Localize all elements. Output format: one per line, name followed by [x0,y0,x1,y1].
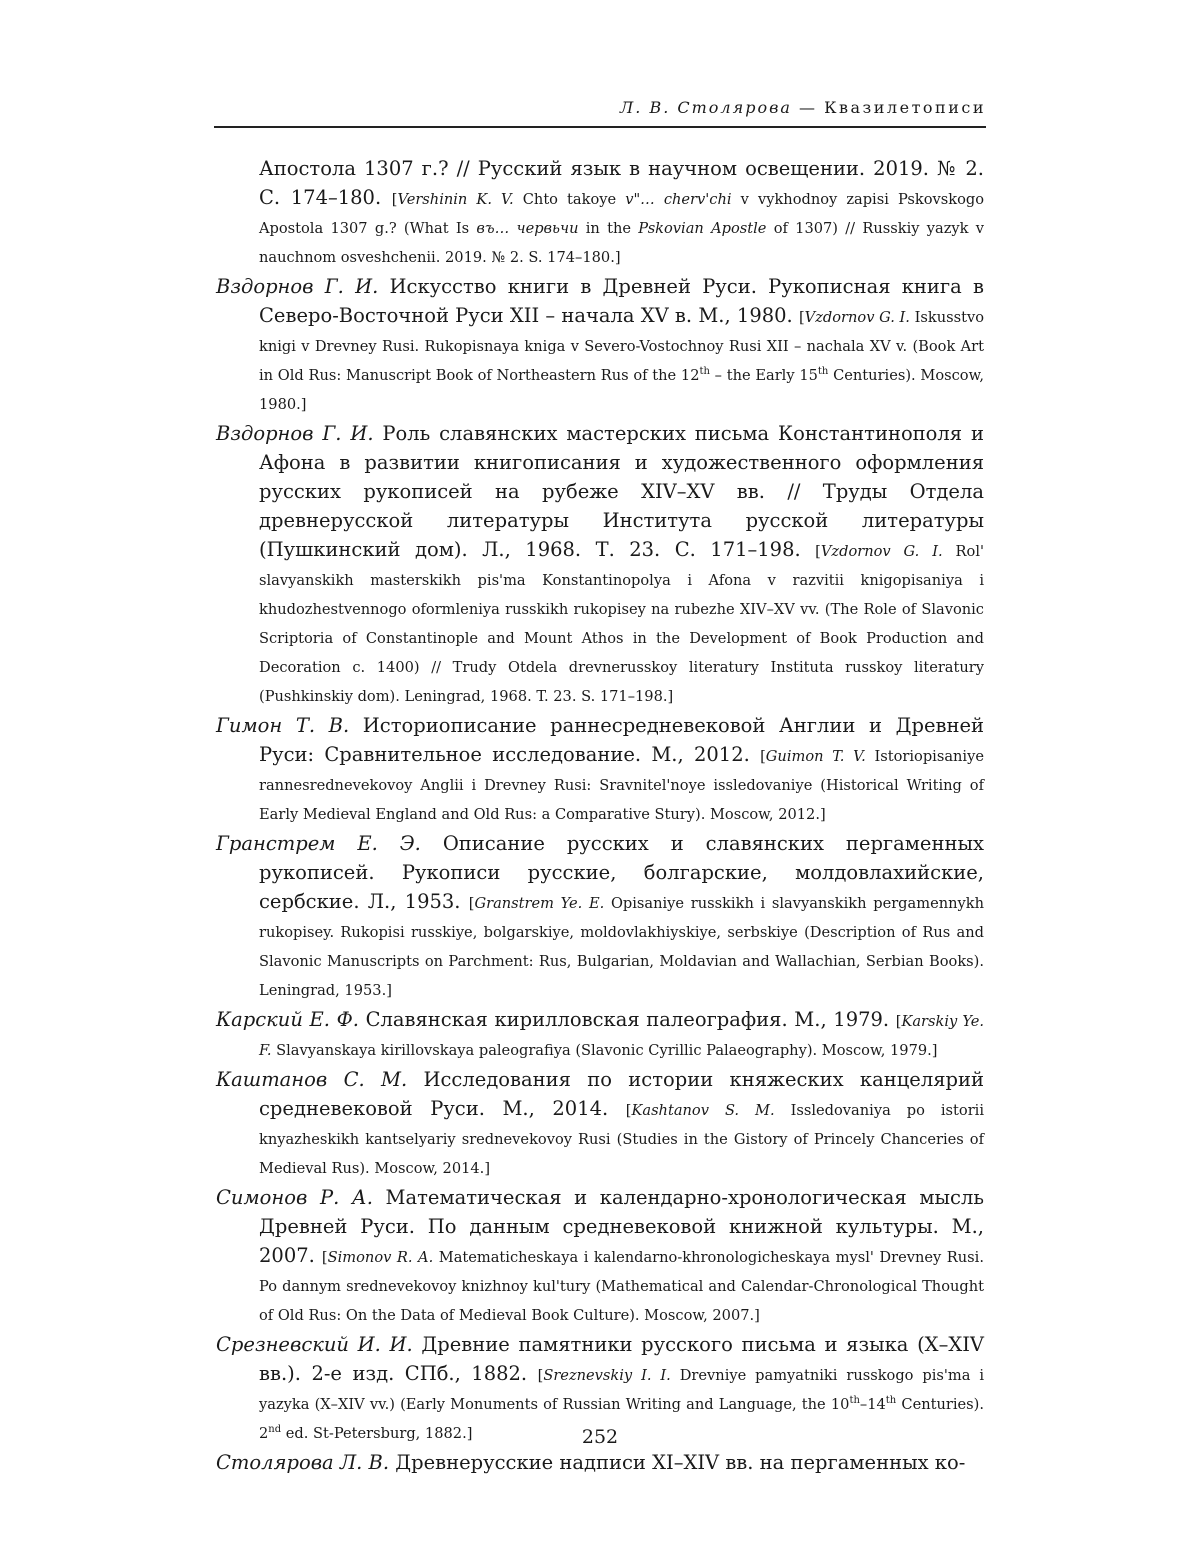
transliteration-text: [ [815,543,821,560]
transliteration-text: in the [578,220,639,237]
entry-author: Симонов Р. А. [216,1186,373,1209]
running-head-text [620,98,986,117]
transliteration-text: Centuries). Moscow, 1980.] [259,367,984,413]
running-head-author: Л. В. Столярова [619,98,792,117]
transliteration-text: [ [321,1249,328,1266]
entry-author: Гимон Т. В. [216,714,350,737]
entry-author: Каштанов С. М. [216,1068,408,1091]
entry-title: Роль славянских мастерских письма Константинополя и Афона в развитии книгописания и художественного оформления русских рукописей на рубеже XIV–XV вв. // Труды Отдела древнерусской литературы Института русской литературы (Пушкинский дом). Л., 1968. Т. 23. С. 171–198. [259,422,984,561]
page-number: 252 [581,1426,619,1448]
bibliography-entry [216,1005,984,1063]
transliteration-text: [ [537,1367,544,1384]
bibliography-entry [216,1065,984,1181]
entry-author: Вздорнов Г. И. [216,422,374,445]
entry-title: Искусство книги в Древней Руси. Рукописная книга в Северо-Восточной Руси XII – начала XV в. М., 1980. [259,275,984,327]
transliteration-text: v vykhodnoy zapisi Pskovskogo Apostola 1307 g.? (What Is [259,191,985,237]
entry-author: Срезневский И. И. [216,1333,413,1356]
transliteration-text: –14 [859,1396,886,1413]
transliteration-italic: Kashtanov S. M. [631,1102,775,1119]
entry-author: Гранстрем Е. Э. [216,832,421,855]
entry-title: Математическая и календарно-хронологическая мысль Древней Руси. По данным средневековой книжной культуры. М., 2007. [259,1186,984,1267]
transliteration-text: Opisaniye russkikh i slavyanskikh pergamennykh rukopisey. Rukopisi russkiye, bolgarskiye, moldovlakhiyskiye, serbskiye (Description of Rus and Slavonic Manuscripts on Parchment: Rus, Bulgarian, Moldavian and Wallachian, Serbian Books). Leningrad, 1953.] [259,895,984,999]
entry-title: Описание русских и славянских пергаменных рукописей. Рукописи русские, болгарские, молдовлахийские, сербские. Л., 1953. [259,832,984,913]
entry-title: Славянская кирилловская палеография. М., 1979. [358,1008,896,1031]
entry-title: Апостола 1307 г.? // Русский язык в научном освещении. 2019. № 2. С. 174–180. [259,157,984,209]
entry-title: Историописание раннесредневековой Англии и Древней Руси: Сравнительное исследование. М., 2012. [259,714,984,766]
transliteration-italic: Granstrem Ye. E. [474,895,605,912]
ordinal-suffix: th [699,366,710,378]
bibliography-entry [216,419,984,709]
transliteration-italic: Vzdornov G. I. [804,309,910,326]
bibliography-entry [216,154,984,270]
transliteration-text: [ [760,748,766,765]
transliteration-italic: Karskiy Ye. F. [259,1013,984,1059]
transliteration-italic: v"… cherv'chi [625,191,732,208]
entry-title: Древнерусские надписи XI–XIV вв. на пергаменных ко- [389,1451,966,1474]
transliteration-text: ed. St-Petersburg, 1882.] [281,1425,473,1442]
running-head-title: Квазилетописи [824,98,986,117]
transliteration-italic: Vershinin K. V. [397,191,514,208]
transliteration-text: Issledovaniya po istorii knyazheskikh kantselyariy srednevekovoy Rusi (Studies in the Gistory of Princely Chanceries of Medieval Rus). Moscow, 2014.] [259,1102,984,1177]
transliteration-italic: Vzdornov G. I. [820,543,943,560]
transliteration-text: [ [625,1102,632,1119]
transliteration-text: Drevniye pamyatniki russkogo pis'ma i yazyka (X–XIV vv.) (Early Monuments of Russian Writing and Language, the 10 [259,1367,985,1413]
transliteration-text: Chto takoye [513,191,626,208]
transliteration-text: [ [468,895,475,912]
entry-author: Вздорнов Г. И. [216,275,379,298]
transliteration-text: Rol' slavyanskikh masterskikh pis'ma Konstantinopolya i Afona v razvitii knigopisaniya i khudozhestvennogo oformleniya russkikh rukopisey na rubezhe XIV–XV vv. (The Role of Slavonic Scriptoria of Constantinople and Mount Athos in the Development of Book Production and Decoration c. 1400) // Trudy Otdela drevnerusskoy literatury Instituta russkoy literatury (Pushkinskiy dom). Leningrad, 1968. T. 23. S. 171–198.] [259,543,985,705]
transliteration-text: Iskusstvo knigi v Drevney Rusi. Rukopisnaya kniga v Severo-Vostochnoy Rusi XII – nachala XV v. (Book Art in Old Rus: Manuscript Book of Northeastern Rus of the 12 [259,309,984,384]
transliteration-italic: Pskovian Apostle [638,220,767,237]
entry-title: Древние памятники русского письма и языка (X–XIV вв.). 2-е изд. СПб., 1882. [259,1333,984,1385]
transliteration-text: [ [895,1013,902,1030]
ordinal-suffix: th [817,366,829,378]
running-head-dash: — [791,98,825,117]
transliteration-italic: въ… червьчи [476,220,579,237]
bibliography-entry [216,829,984,1003]
transliteration-italic: Sreznevskiy I. I. [543,1367,671,1384]
transliteration-text: Slavyanskaya kirillovskaya paleografiya (Slavonic Cyrillic Palaeography). Moscow, 1979.] [271,1042,938,1059]
transliteration-text: [ [798,309,805,326]
bibliography-entry [216,1183,984,1328]
transliteration-text: Centuries). 2 [259,1396,984,1442]
bibliography-entry [216,272,984,417]
transliteration-italic: Simonov R. A. [327,1249,434,1266]
bibliography-list [216,154,984,1479]
ordinal-suffix: nd [268,1424,282,1436]
entry-transliteration [259,1249,984,1324]
ordinal-suffix: th [849,1395,860,1407]
transliteration-text: Istoriopisaniye rannesrednevekovoy Anglii i Drevney Rusi: Sravnitel'noye issledovaniye (Historical Writing of Early Medieval England and Old Rus: a Comparative Stury). Moscow, 2012.] [259,748,984,823]
transliteration-text: – the Early 15 [709,367,818,384]
transliteration-text: [ [391,191,398,208]
running-header [214,98,986,128]
entry-author: Столярова Л. В. [216,1451,390,1474]
transliteration-text: Matematicheskaya i kalendarno-khronologicheskaya mysl' Drevney Rusi. Po dannym srednevekovoy knizhnoy kul'tury (Mathematical and Calendar-Chronological Thought of Old Rus: On the Data of Medieval Book Culture). Moscow, 2007.] [259,1249,984,1324]
entry-transliteration [259,543,984,705]
bibliography-entry [216,1448,984,1477]
entry-title: Исследования по истории княжеских канцелярий средневековой Руси. М., 2014. [259,1068,984,1120]
transliteration-italic: Guimon T. V. [765,748,866,765]
bibliography-entry [216,711,984,827]
transliteration-text: of 1307) // Russkiy yazyk v nauchnom osveshchenii. 2019. № 2. S. 174–180.] [259,220,984,266]
ordinal-suffix: th [885,1395,897,1407]
entry-author: Карский Е. Ф. [216,1008,359,1031]
